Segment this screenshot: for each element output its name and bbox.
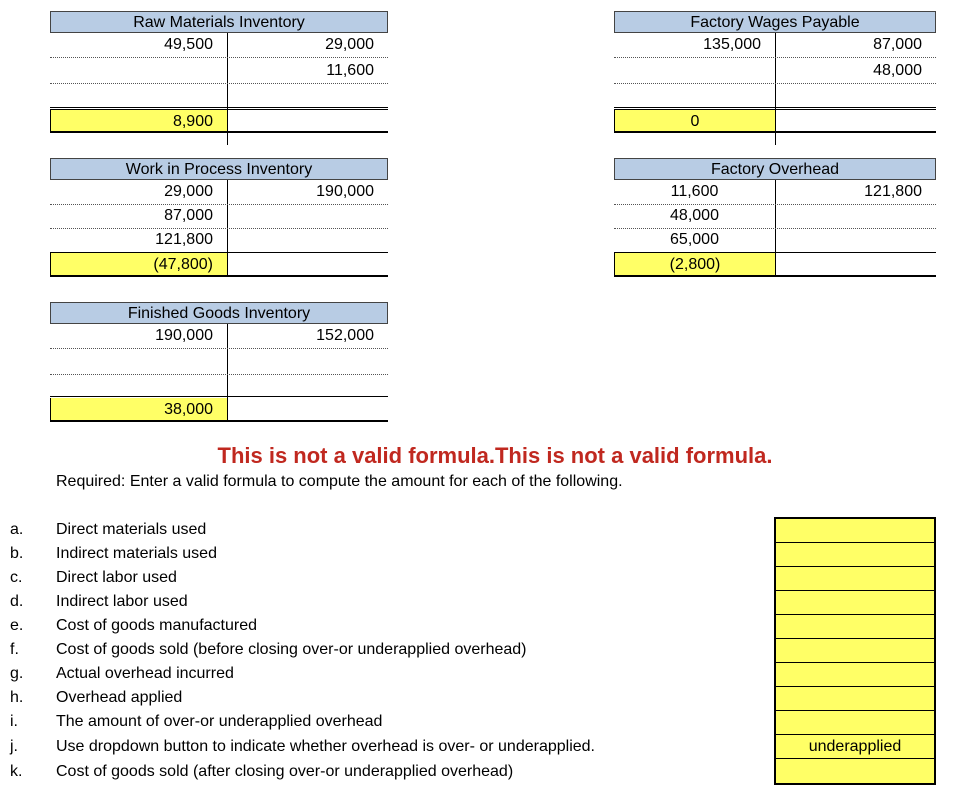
raw-materials-credit-2: 11,600 <box>326 62 374 79</box>
question-letter: k. <box>10 763 23 780</box>
question-text: Cost of goods sold (before closing over-or underapplied overhead) <box>56 641 527 658</box>
question-letter: a. <box>10 521 24 538</box>
question-letter: d. <box>10 593 24 610</box>
finished-goods-debit-1: 190,000 <box>155 327 213 344</box>
factory-wages-balance-credit[interactable] <box>775 109 936 133</box>
wip-debit-3: 121,800 <box>155 231 213 248</box>
factory-wages-debit-1: 135,000 <box>703 36 761 53</box>
question-text: Use dropdown button to indicate whether overhead is over- or underapplied. <box>56 738 595 755</box>
formula-error-message: This is not a valid formula.This is not a valid formula. <box>217 443 773 468</box>
answer-cell-i[interactable] <box>776 711 934 735</box>
factory-wages-credit-1: 87,000 <box>873 36 922 53</box>
wip-debit-2: 87,000 <box>164 207 213 224</box>
question-text: Actual overhead incurred <box>56 665 234 682</box>
factory-wages-taccount <box>614 11 936 135</box>
finished-goods-credit-1: 152,000 <box>316 327 374 344</box>
factory-wages-credit-2: 48,000 <box>873 62 922 79</box>
question-letter: g. <box>10 665 24 682</box>
question-text: Cost of goods sold (after closing over-or underapplied overhead) <box>56 763 514 780</box>
over-under-dropdown[interactable]: underapplied <box>776 735 934 759</box>
raw-materials-title: Raw Materials Inventory <box>50 11 388 33</box>
question-letter: h. <box>10 689 24 706</box>
finished-goods-title: Finished Goods Inventory <box>50 302 388 324</box>
raw-materials-taccount <box>50 11 388 135</box>
question-letter: i. <box>10 713 18 730</box>
question-text: The amount of over-or underapplied overhead <box>56 713 383 730</box>
question-text: Direct materials used <box>56 521 207 538</box>
answer-cell-d[interactable] <box>776 591 934 615</box>
answer-cell-h[interactable] <box>776 687 934 711</box>
answer-column <box>774 517 936 785</box>
question-letter: f. <box>10 641 19 658</box>
factory-overhead-balance[interactable]: (2,800) <box>614 253 775 277</box>
question-letter: e. <box>10 617 24 634</box>
raw-materials-debit-1: 49,500 <box>164 36 213 53</box>
factory-wages-title: Factory Wages Payable <box>614 11 936 33</box>
finished-goods-balance-credit[interactable] <box>227 398 388 422</box>
wip-balance[interactable]: (47,800) <box>50 253 227 277</box>
answer-cell-b[interactable] <box>776 543 934 567</box>
factory-overhead-title: Factory Overhead <box>614 158 936 180</box>
answer-cell-k[interactable] <box>776 759 934 783</box>
question-text: Overhead applied <box>56 689 183 706</box>
question-text: Indirect materials used <box>56 545 217 562</box>
question-text: Indirect labor used <box>56 593 188 610</box>
answer-cell-a[interactable] <box>776 519 934 543</box>
factory-overhead-debit-3: 65,000 <box>670 231 719 248</box>
factory-wages-balance[interactable]: 0 <box>614 109 775 133</box>
wip-taccount <box>50 158 388 280</box>
question-text: Cost of goods manufactured <box>56 617 258 634</box>
wip-title: Work in Process Inventory <box>50 158 388 180</box>
finished-goods-balance[interactable]: 38,000 <box>50 398 227 422</box>
factory-overhead-debit-1: 11,600 <box>670 183 719 200</box>
wip-debit-1: 29,000 <box>164 183 213 200</box>
factory-overhead-debit-2: 48,000 <box>670 207 719 224</box>
answer-cell-g[interactable] <box>776 663 934 687</box>
raw-materials-credit-1: 29,000 <box>325 36 374 53</box>
raw-materials-balance-credit[interactable] <box>227 109 388 133</box>
factory-overhead-credit-1: 121,800 <box>864 183 922 200</box>
question-text: Direct labor used <box>56 569 177 586</box>
raw-materials-balance[interactable]: 8,900 <box>50 109 227 133</box>
question-letter: c. <box>10 569 23 586</box>
answer-cell-e[interactable] <box>776 615 934 639</box>
question-letter: b. <box>10 545 24 562</box>
question-letter: j. <box>10 738 18 755</box>
answer-cell-f[interactable] <box>776 639 934 663</box>
wip-credit-1: 190,000 <box>316 183 374 200</box>
finished-goods-taccount <box>50 302 388 424</box>
wip-balance-credit[interactable] <box>227 253 388 277</box>
factory-overhead-taccount <box>614 158 936 280</box>
required-instructions: Required: Enter a valid formula to compute the amount for each of the following. <box>56 473 623 490</box>
factory-overhead-balance-credit[interactable] <box>775 253 936 277</box>
answer-cell-c[interactable] <box>776 567 934 591</box>
